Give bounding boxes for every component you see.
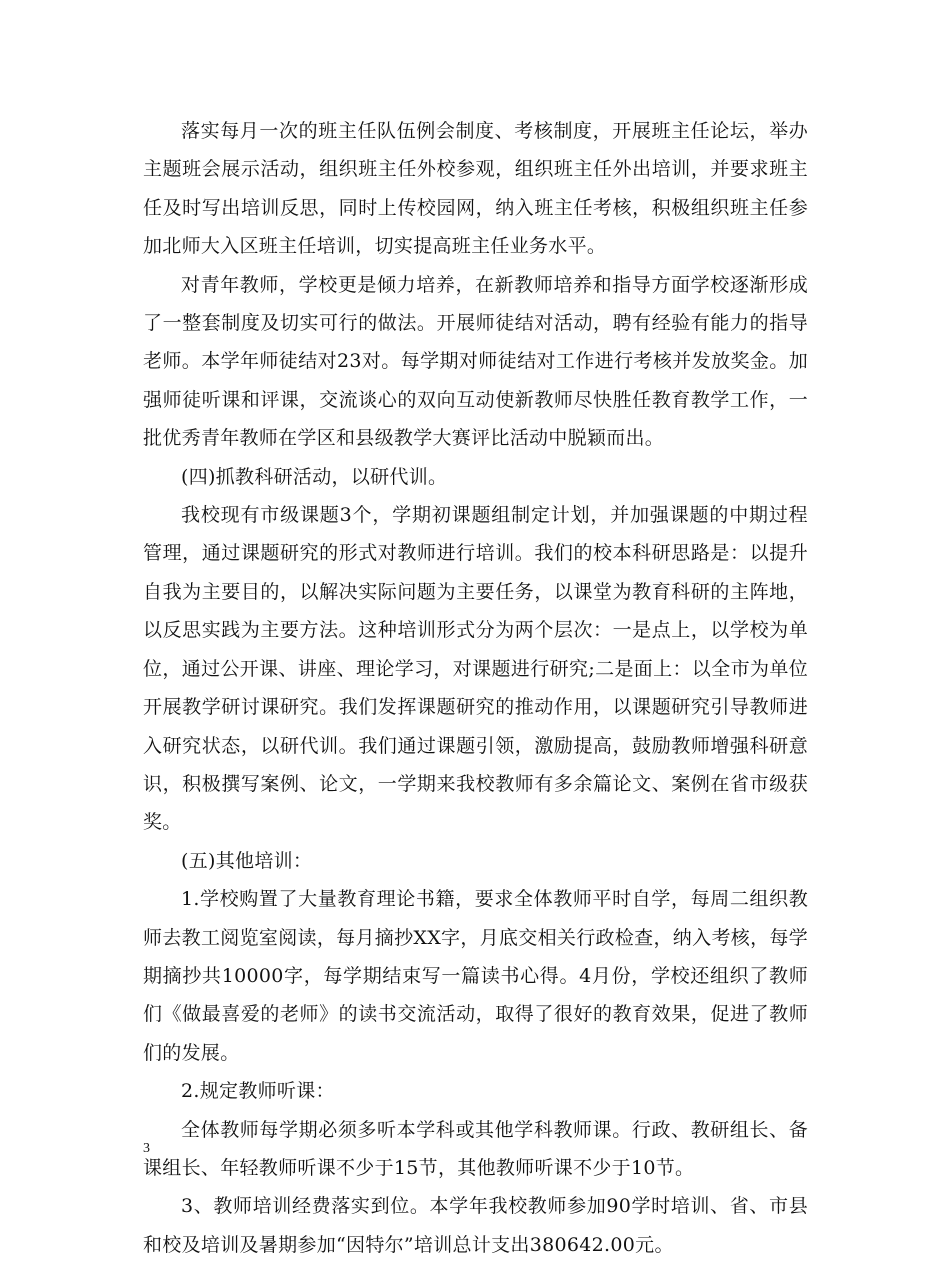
item-heading-lesson-observation: 2.规定教师听课：	[181, 1080, 335, 1103]
paragraph-lesson-observation: 全体教师每学期必须多听本学科或其他学科教师课。行政、教研组长、备课组长、年轻教师听课不少于15节，其他教师听课不少于10节。	[143, 1118, 808, 1179]
document-body	[143, 112, 808, 1264]
paragraph-young-teachers: 对青年教师，学校更是倾力培养，在新教师培养和指导方面学校逐渐形成了一整套制度及切实可行的做法。开展师徒结对活动，聘有经验有能力的指导老师。本学年师徒结对23对。每学期对师徒结对工作进行考核并发放奖金。加强师徒听课和评课，交流谈心的双向互动使新教师尽快胜任教育教学工作，一批优秀青年教师在学区和县级教学大赛评比活动中脱颖而出。	[143, 273, 808, 450]
paragraph-book-reading: 1.学校购置了大量教育理论书籍，要求全体教师平时自学，每周二组织教师去教工阅览室阅读，每月摘抄XX字，月底交相关行政检查，纳入考核，每学期摘抄共10000字，每学期结束写一篇读书心得。4月份，学校还组织了教师们《做最喜爱的老师》的读书交流活动，取得了很好的教育效果，促进了教师们的发展。	[143, 888, 808, 1064]
paragraph-class-teacher-system: 落实每月一次的班主任队伍例会制度、考核制度，开展班主任论坛，举办主题班会展示活动，组织班主任外校参观，组织班主任外出培训，并要求班主任及时写出培训反思，同时上传校园网，纳入班主任考核，积极组织班主任参加北师大入区班主任培训，切实提高班主任业务水平。	[143, 120, 808, 258]
page-number: 3	[143, 1141, 150, 1156]
section-heading-research: (四)抓教科研活动，以研代训。	[181, 465, 448, 488]
paragraph-training-funds: 3、教师培训经费落实到位。本学年我校教师参加90学时培训、省、市县和校及培训及暑期参加“因特尔”培训总计支出380642.00元。	[143, 1195, 808, 1256]
paragraph-research-topics: 我校现有市级课题3个，学期初课题组制定计划，并加强课题的中期过程管理，通过课题研究的形式对教师进行培训。我们的校本科研思路是：以提升自我为主要目的，以解决实际问题为主要任务，以课堂为教育科研的主阵地，以反思实践为主要方法。这种培训形式分为两个层次：一是点上，以学校为单位，通过公开课、讲座、理论学习，对课题进行研究;二是面上：以全市为单位开展教学研讨课研究。我们发挥课题研究的推动作用，以课题研究引导教师进入研究状态，以研代训。我们通过课题引领，激励提高，鼓励教师增强科研意识，积极撰写案例、论文，一学期来我校教师有多余篇论文、案例在省市级获奖。	[143, 504, 808, 834]
section-heading-other-training: (五)其他培训：	[181, 849, 313, 872]
